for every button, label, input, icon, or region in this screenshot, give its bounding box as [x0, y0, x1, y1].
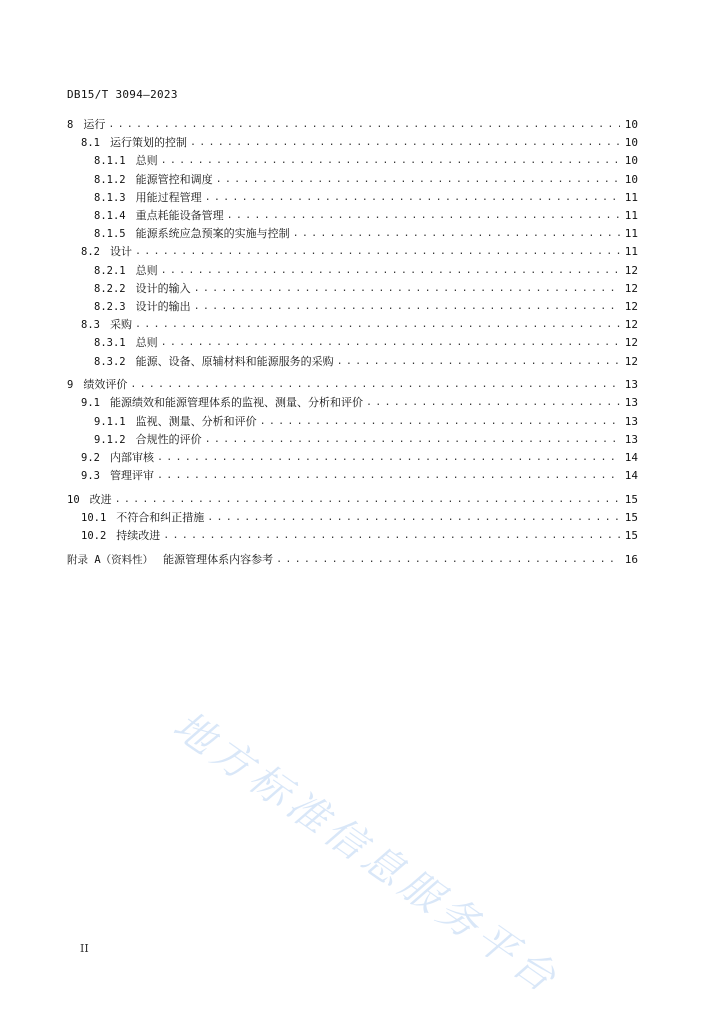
- toc-entry-number: 8.2: [81, 246, 100, 259]
- toc-entry[interactable]: [0, 116, 724, 134]
- toc-entry[interactable]: [0, 334, 724, 352]
- toc-leader-dots: [194, 298, 620, 316]
- toc-leader-dots: [227, 207, 620, 225]
- toc-leader-dots: [157, 449, 620, 467]
- toc-entry[interactable]: [0, 134, 724, 152]
- toc-leader-dots: [205, 189, 620, 207]
- toc-entry-title: 绩效评价: [83, 378, 128, 392]
- toc-entry-label: [94, 298, 194, 316]
- toc-entry-page: 12: [622, 280, 638, 298]
- toc-entry-label: [81, 134, 190, 152]
- toc-entry-title: 设计的输入: [135, 281, 191, 295]
- toc-entry-number: 8.1.1: [94, 155, 126, 168]
- toc-entry-label: [67, 491, 115, 509]
- toc-entry-title: 运行: [83, 118, 106, 132]
- toc-entry-page: 11: [622, 207, 638, 225]
- toc-entry-label: [94, 431, 205, 449]
- toc-entry-title: 不符合和纠正措施: [116, 511, 205, 525]
- toc-group: [0, 551, 724, 569]
- toc-entry-page: 12: [622, 262, 638, 280]
- toc-entry-label: [94, 334, 161, 352]
- toc-entry-number: 10.1: [81, 512, 107, 525]
- toc-entry-number: 8.1: [81, 137, 100, 150]
- toc-entry-page: 10: [622, 134, 638, 152]
- toc-entry-title: 总则: [135, 263, 158, 277]
- toc-entry-number: 8.3: [81, 319, 100, 332]
- toc-entry-number: 附录 A（资料性）: [67, 553, 154, 566]
- toc-entry-title: 持续改进: [116, 529, 161, 543]
- toc-entry-title: 能源绩效和能源管理体系的监视、测量、分析和评价: [109, 396, 363, 410]
- toc-entry-title: 管理评审: [109, 469, 154, 483]
- toc-entry[interactable]: [0, 243, 724, 261]
- toc-entry-title: 重点耗能设备管理: [135, 209, 224, 223]
- toc-entry-page: 13: [622, 394, 638, 412]
- toc-entry-page: 12: [622, 334, 638, 352]
- toc-leader-dots: [135, 243, 620, 261]
- toc-entry-label: [94, 189, 205, 207]
- toc-entry-label: [94, 171, 216, 189]
- toc-entry[interactable]: [0, 376, 724, 394]
- toc-entry-title: 改进: [89, 492, 112, 506]
- toc-entry-title: 设计的输出: [135, 299, 191, 313]
- page-number-footer: II: [80, 942, 89, 955]
- toc-leader-dots: [115, 491, 620, 509]
- toc-entry-label: [81, 243, 135, 261]
- toc-leader-dots: [260, 413, 620, 431]
- toc-entry-label: [81, 509, 207, 527]
- toc-entry-label: [94, 152, 161, 170]
- toc-entry[interactable]: [0, 225, 724, 243]
- toc-leader-dots: [366, 394, 620, 412]
- toc-entry-number: 8.3.2: [94, 355, 126, 368]
- toc-leader-dots: [161, 152, 620, 170]
- toc-entry[interactable]: [0, 509, 724, 527]
- toc-entry-page: 13: [622, 431, 638, 449]
- toc-entry-title: 总则: [135, 336, 158, 350]
- toc-leader-dots: [216, 171, 620, 189]
- toc-entry[interactable]: [0, 491, 724, 509]
- toc-leader-dots: [194, 280, 620, 298]
- toc-leader-dots: [157, 467, 620, 485]
- toc-entry-number: 9.1: [81, 397, 100, 410]
- toc-entry-label: [81, 527, 163, 545]
- toc-entry[interactable]: [0, 551, 724, 569]
- toc-entry-page: 11: [622, 243, 638, 261]
- toc-entry[interactable]: [0, 527, 724, 545]
- toc-entry[interactable]: [0, 298, 724, 316]
- toc-entry-label: [94, 225, 293, 243]
- toc-entry[interactable]: [0, 189, 724, 207]
- toc-entry-title: 监视、测量、分析和评价: [135, 414, 257, 428]
- toc-entry[interactable]: [0, 152, 724, 170]
- toc-entry-page: 13: [622, 413, 638, 431]
- toc-entry-page: 14: [622, 467, 638, 485]
- toc-entry[interactable]: [0, 449, 724, 467]
- toc-entry-page: 12: [622, 298, 638, 316]
- toc-entry[interactable]: [0, 394, 724, 412]
- toc-leader-dots: [161, 334, 620, 352]
- toc-entry-label: [94, 280, 194, 298]
- toc-entry-number: 9.3: [81, 470, 100, 483]
- toc-entry-page: 11: [622, 189, 638, 207]
- toc-entry[interactable]: [0, 207, 724, 225]
- toc-entry-title: 能源管理体系内容参考: [163, 552, 274, 566]
- toc-entry-page: 12: [622, 316, 638, 334]
- toc-entry[interactable]: [0, 467, 724, 485]
- toc-entry-title: 能源管控和调度: [135, 172, 213, 186]
- toc-leader-dots: [108, 116, 620, 134]
- toc-entry-number: 9.2: [81, 451, 100, 464]
- toc-entry-page: 15: [622, 527, 638, 545]
- toc-entry-number: 8.1.5: [94, 228, 126, 241]
- toc-entry-label: [81, 394, 366, 412]
- toc-group: [0, 491, 724, 546]
- toc-entry-number: 8.1.4: [94, 210, 126, 223]
- toc-entry-label: [81, 467, 157, 485]
- toc-entry-label: [81, 449, 157, 467]
- toc-entry-label: [94, 353, 337, 371]
- toc-entry[interactable]: [0, 413, 724, 431]
- toc-entry-title: 能源、设备、原辅材料和能源服务的采购: [135, 354, 334, 368]
- toc-leader-dots: [190, 134, 620, 152]
- toc-leader-dots: [205, 431, 620, 449]
- toc-entry-label: [94, 262, 161, 280]
- toc-entry-title: 能源系统应急预案的实施与控制: [135, 227, 290, 241]
- toc-entry-label: [67, 551, 276, 569]
- toc-entry-page: 12: [622, 353, 638, 371]
- toc-entry-number: 8.2.2: [94, 282, 126, 295]
- toc-entry[interactable]: [0, 171, 724, 189]
- toc-entry[interactable]: [0, 262, 724, 280]
- toc-entry-number: 8.2.3: [94, 300, 126, 313]
- toc-entry-title: 内部审核: [109, 450, 154, 464]
- toc-entry-title: 总则: [135, 154, 158, 168]
- toc-entry-label: [67, 376, 130, 394]
- toc-entry[interactable]: [0, 352, 724, 370]
- toc-entry-number: 8.2.1: [94, 264, 126, 277]
- toc-entry-title: 合规性的评价: [135, 432, 202, 446]
- toc-entry-page: 15: [622, 491, 638, 509]
- toc-entry-label: [67, 116, 108, 134]
- toc-group: [0, 116, 724, 371]
- toc-leader-dots: [293, 225, 620, 243]
- toc-entry-title: 设计: [109, 245, 132, 259]
- toc-entry-page: 10: [622, 116, 638, 134]
- toc-leader-dots: [130, 376, 620, 394]
- toc-entry-page: 15: [622, 509, 638, 527]
- toc-entry-page: 11: [622, 225, 638, 243]
- toc-entry-label: [94, 413, 260, 431]
- toc-entry-number: 10: [67, 493, 80, 506]
- toc-leader-dots: [135, 316, 620, 334]
- toc-entry-page: 16: [622, 551, 638, 569]
- toc-entry-number: 9.1.1: [94, 415, 126, 428]
- toc-leader-dots: [163, 527, 620, 545]
- toc-entry-number: 8.1.3: [94, 191, 126, 204]
- toc-entry-page: 13: [622, 376, 638, 394]
- toc-entry-number: 8: [67, 119, 74, 132]
- toc-entry-number: 9.1.2: [94, 433, 126, 446]
- toc-leader-dots: [337, 353, 620, 371]
- toc-entry-number: 9: [67, 379, 74, 392]
- document-header: DB15/T 3094—2023: [67, 88, 178, 101]
- toc-leader-dots: [207, 509, 620, 527]
- toc-entry[interactable]: [0, 316, 724, 334]
- toc-group: [0, 376, 724, 485]
- toc-entry-label: [81, 316, 135, 334]
- toc-entry-number: 10.2: [81, 530, 107, 543]
- toc-entry-title: 采购: [109, 318, 132, 332]
- watermark: 地方标准信息服务平台: [164, 702, 568, 1005]
- toc-leader-dots: [161, 262, 620, 280]
- toc-entry-page: 10: [622, 171, 638, 189]
- toc-entry-title: 运行策划的控制: [109, 136, 187, 150]
- table-of-contents: [0, 116, 724, 575]
- toc-entry[interactable]: [0, 280, 724, 298]
- toc-entry-title: 用能过程管理: [135, 190, 202, 204]
- toc-entry[interactable]: [0, 431, 724, 449]
- toc-entry-number: 8.3.1: [94, 337, 126, 350]
- toc-entry-number: 8.1.2: [94, 173, 126, 186]
- toc-entry-page: 10: [622, 152, 638, 170]
- toc-entry-label: [94, 207, 227, 225]
- toc-leader-dots: [276, 551, 620, 569]
- toc-entry-page: 14: [622, 449, 638, 467]
